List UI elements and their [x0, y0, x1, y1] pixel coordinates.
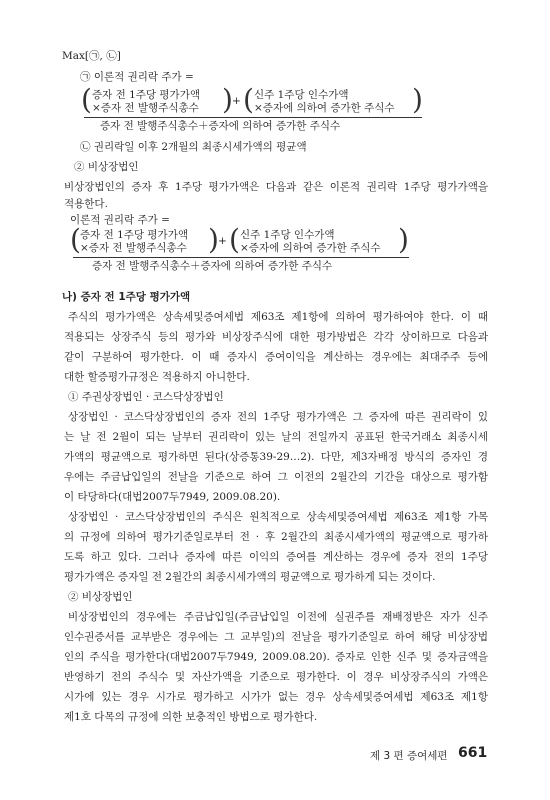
frac2-left-bottom: ×증자 전 발행주식총수 — [80, 242, 187, 254]
document-page: Max[㉠, ㉡] ㉠ 이론적 권리락 주가 = ( 증자 전 1주당 평가가액 ×증자 전 발행주식총수 ) + ( 신주 1주당 인수가액 ×증자에 의하여 증가한 주식수 ) 증자 전 발행주식총수＋증자에 의하여 증가한 주식수 ㉡ 권리락일 이후 2개월의 최종시세가액의 평균액 ② 비상장법인 비상장법인의 증자 후 1주당 평가가액은 다음과 같은 이론적 권리락 1주당 평가가액을 적용한다. 이론적 권리락 주가 = ( 증자 전 1주당 평가가액 ×증자 전 발행주식총수 ) + ( 신주 1주당 인수가액 ×증자에 의하여 증가한 주식수 ) 증자 전 발행주식총수＋증자에 의하여 증가한 주식수 나) 증자 전 1주당 평가가액 주식의 평가가액은 상속세및증여세법 제63조 제1항에 의하여 평가하여야 한다. 이 때 적용되는 상장주식 등의 평가와 비상장주식에 대한 평가방법은 각각 상이하므로 다음과 같이 구분하여 평가한다. 이 때 증자시 증여이익을 계산하는 경우에는 최대주주 등에 대한 할증평가규정은 적용하지 아니한다. ① 주권상장법인 · 코스닥상장법인 상장법인 · 코스닥상장법인의 증자 전의 1주당 평가가액은 그 증자에 따른 권리락이 있 는 날 전 2월이 되는 날부터 권리락이 있는 날의 전일까지 공표된 한국거래소 최종시세 가액의 평균액으로 평가하면 된다(상증통39-29…2). 다만, 제3자배정 방식의 증자인 경 우에는 주금납입일의 전날을 기준으로 하여 그 이전의 2월간의 기간을 대상으로 평가함 이 타당하다(대법2007두7949, 2009.08.20). 상장법인 · 코스닥상장법인의 주식은 원칙적으로 상속세및증여세법 제63조 제1항 가목 의 규정에 의하여 평가기준일로부터 전 · 후 2월간의 최종시세가액의 평균액으로 평가하 도록 하고 있다. 그러나 증자에 따른 이익의 증여를 계산하는 경우에 증자 전의 1주당 평가가액은 증자일 전 2월간의 최종시세가액의 평균액으로 평가하게 되는 것이다. ② 비상장법인 비상장법인의 경우에는 주금납입일(주금납입일 이전에 실권주를 재배정받은 자가 신주 인수권증서를 교부받은 경우에는 그 교부일)의 전날을 평가기준일로 하여 해당 비상장법 인의 주식을 평가한다(대법2007두7949, 2009.08.20). 증자로 인한 신주 및 증자금액을 반영하기 전의 주식수 및 자산가액을 기준으로 평가한다. 이 경우 비상장주식의 가액은 시가에 있는 경우 시가로 평가하고 시가가 없는 경우 상속세및증여세법 제63조 제1항 제1호 다목의 규정에 의한 보충적인 방법으로 평가한다. 제 3 편 증여세편 661 — [62, 50, 488, 762]
page-number: 661 — [458, 745, 488, 761]
paragraph-line: 시가에 있는 경우 시가로 평가하고 시가가 없는 경우 상속세및증여세법 제63조 제1항 — [64, 691, 488, 703]
max-formula: Max[㉠, ㉡] — [62, 50, 121, 62]
paragraph-line: 제1호 다목의 규정에 의한 보충적인 방법으로 평가한다. — [64, 711, 318, 723]
paragraph-line: 평가가액은 증자일 전 2월간의 최종시세가액의 평균액으로 평가하게 되는 것이다. — [64, 571, 436, 583]
frac2-right-top: 신주 1주당 인수가액 — [240, 229, 335, 241]
paragraph-line: 인수권증서를 교부받은 경우에는 그 교부일)의 전날을 평가기준일로 하여 해당 비상장법 — [64, 631, 488, 643]
paragraph-line: 이 타당하다(대법2007두7949, 2009.08.20). — [64, 491, 281, 503]
paragraph-line: 상장법인 · 코스닥상장법인의 주식은 원칙적으로 상속세및증여세법 제63조 제1항 가목 — [68, 511, 488, 523]
footer-part-label: 제 3 편 증여세편 — [370, 750, 448, 762]
paragraph-line: 반영하기 전의 주식수 및 자산가액을 기준으로 평가한다. 이 경우 비상장주식의 가액은 — [64, 671, 488, 683]
theoretical-price-label: 이론적 권리락 주가 = — [70, 214, 170, 226]
frac1-left-bottom: ×증자 전 발행주식총수 — [92, 102, 199, 114]
frac1-plus: + — [232, 95, 241, 107]
frac1-denominator: 증자 전 발행주식총수＋증자에 의하여 증가한 주식수 — [100, 120, 341, 132]
paragraph-line: 우에는 주금납입일의 전날을 기준으로 하여 그 이전의 2월간의 기간을 대상으로 평가함 — [64, 471, 488, 483]
paragraph-line: 상장법인 · 코스닥상장법인의 증자 전의 1주당 평가가액은 그 증자에 따른 권리락이 있 — [68, 411, 488, 423]
theoretical-price-label-a: ㉠ 이론적 권리락 주가 = — [80, 71, 194, 83]
section-heading: 나) 증자 전 1주당 평가가액 — [62, 291, 191, 303]
paragraph-line: 비상장법인의 경우에는 주금납입일(주금납입일 이전에 실권주를 재배정받은 자가 신주 — [68, 611, 488, 623]
paragraph-line: 인의 주식을 평가한다(대법2007두7949, 2009.08.20). 증자로 인한 신주 및 증자금액을 — [64, 651, 488, 663]
frac1-left-top: 증자 전 1주당 평가가액 — [92, 89, 200, 101]
paragraph-line: 는 날 전 2월이 되는 날부터 권리락이 있는 날의 전일까지 공표된 한국거래소 최종시세 — [64, 431, 488, 443]
price-label-b: ㉡ 권리락일 이후 2개월의 최종시세가액의 평균액 — [80, 141, 307, 153]
frac1-right-top: 신주 1주당 인수가액 — [254, 89, 349, 101]
frac2-denominator: 증자 전 발행주식총수＋증자에 의하여 증가한 주식수 — [92, 260, 333, 272]
paragraph-line: 의 규정에 의하여 평가기준일로부터 전 · 후 2월간의 최종시세가액의 평균액으로 평가하 — [64, 531, 488, 543]
paragraph-line: 가액의 평균액으로 평가하면 된다(상증통39-29…2). 다만, 제3자배정 방식의 증자인 경 — [64, 451, 488, 463]
subsection-unlisted-title: ② 비상장법인 — [68, 591, 133, 603]
frac2-plus: + — [218, 235, 227, 247]
paragraph-line: 적용한다. — [64, 198, 108, 210]
frac1-right-bottom: ×증자에 의하여 증가한 주식수 — [254, 102, 395, 114]
paragraph-line: 도록 하고 있다. 그러나 증자에 따른 이익의 증여를 계산하는 경우에 증자 전의 1주당 — [64, 551, 488, 563]
subsection-listed-title: ① 주권상장법인 · 코스닥상장법인 — [68, 391, 224, 403]
paragraph-line: 주식의 평가가액은 상속세및증여세법 제63조 제1항에 의하여 평가하여야 한다. 이 때 — [68, 311, 488, 323]
paragraph-line: 같이 구분하여 평가한다. 이 때 증자시 증여이익을 계산하는 경우에는 최대주주 등에 — [64, 351, 488, 363]
frac2-left-top: 증자 전 1주당 평가가액 — [80, 229, 188, 241]
paragraph-line: 대한 할증평가규정은 적용하지 아니한다. — [64, 371, 250, 383]
paragraph-line: 적용되는 상장주식 등의 평가와 비상장주식에 대한 평가방법은 각각 상이하므로 다음과 — [64, 331, 488, 343]
section-unlisted-title: ② 비상장법인 — [74, 161, 139, 173]
frac2-right-bottom: ×증자에 의하여 증가한 주식수 — [240, 242, 381, 254]
paragraph-line: 비상장법인의 증자 후 1주당 평가가액은 다음과 같은 이론적 권리락 1주당 평가가액을 — [64, 181, 488, 193]
